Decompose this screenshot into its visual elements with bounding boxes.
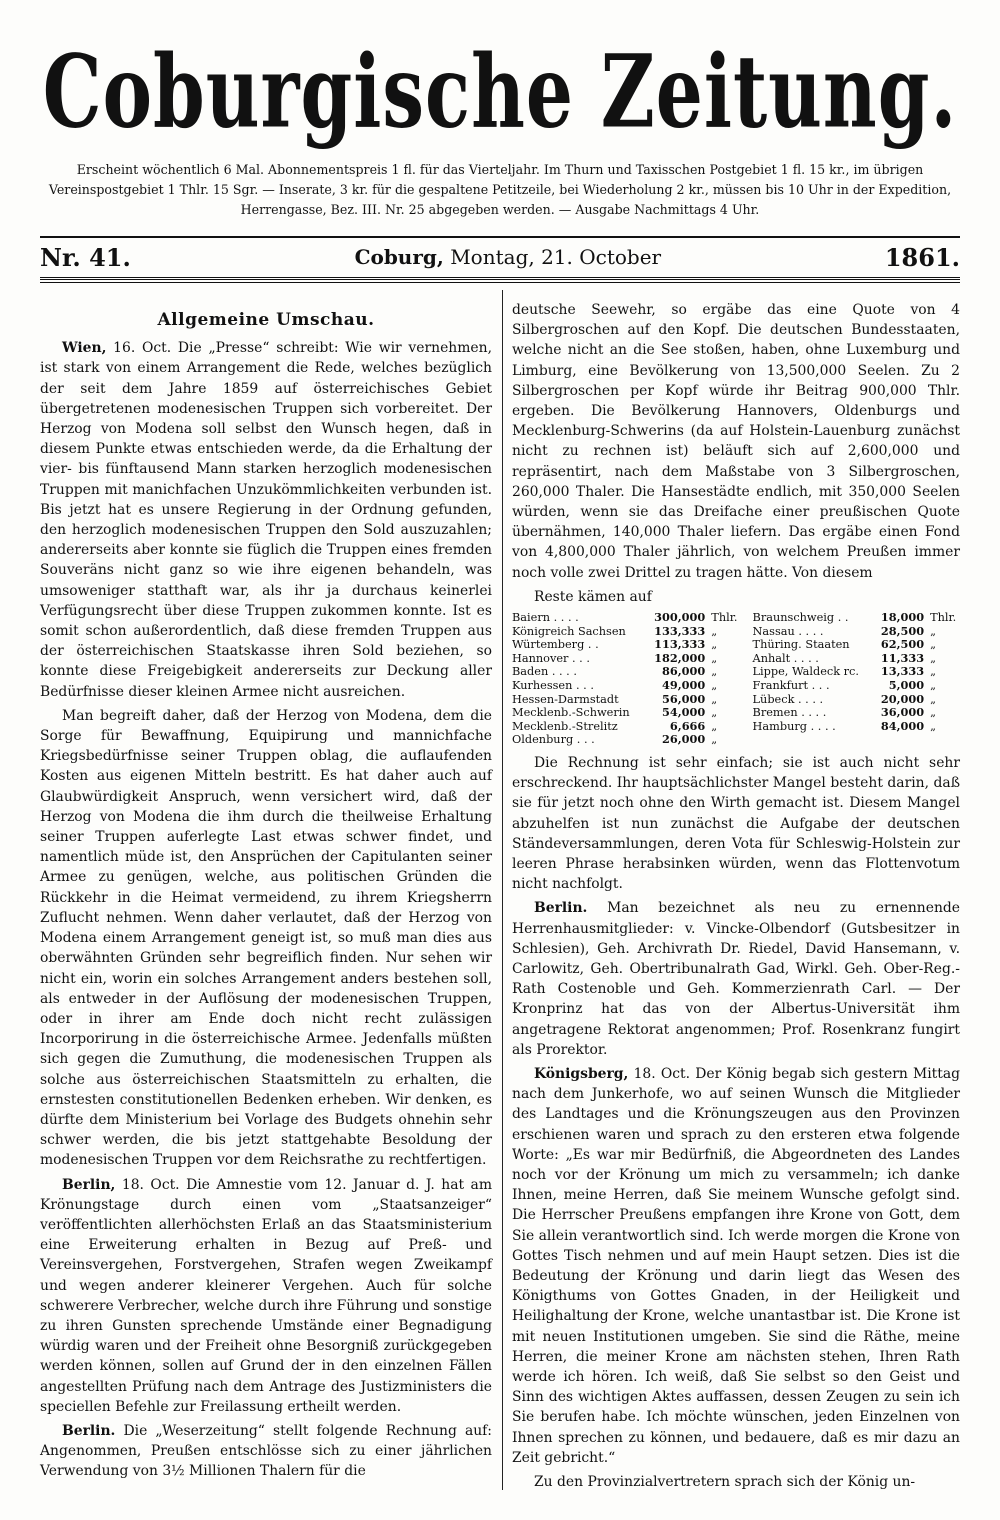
- quota-cell: „: [930, 651, 936, 665]
- quota-cell: Lübeck . . . .: [752, 692, 824, 706]
- article-text: Man bezeichnet als neu zu ernennende Herrenhausmitglieder: v. Vincke-Olbendorf (Gutsbesitzer in Schlesien), Geh. Archivrath Dr. Riedel, David Hansemann, v. Carlowitz, Geh. Obertribunalrath Gad, Wirkl. Geh. Ober-Reg.-Rath Costenoble und Geh. Kommerzienrath Carl. — Der Kronprinz hat das von der Albertus-Universität ihm angetragene Rektorat angenommen; Prof. Rosenkranz fungirt als Prorektor.: [512, 900, 960, 1058]
- quota-cell: 300,000: [654, 610, 706, 625]
- quota-cell: Thlr.: [930, 611, 957, 625]
- article-text: 18. Oct. Der König begab sich gestern Mittag nach dem Junkerhofe, wo auf seinen Wunsch die Mitglieder des Landtages und die Krönungszeugen aus den Provinzen erschienen waren und sprach zu den ersteren etwa folgende Worte: „Es war mir Bedürfniß, die Abgeordneten des Landes noch vor der Krönung um mich zu versammeln; ich danke Ihnen, meine Herren, daß Sie meinem Wunsche gefolgt sind. Die Herrscher Preußens empfangen ihre Krone von Gott, dem Sie allein verantwortlich sind. Ich werde morgen die Krone von Gottes Tisch nehmen und auf mein Haupt setzen. Dies ist die Bedeutung der Krönung und darin liegt das Wesen des Königthums von Gottes Gnaden, in der Heiligkeit und Heilighaltung der Krone, welche unantastbar ist. Die Krone ist mit neuen Institutionen umgeben. Sie sind die Räthe, meine Herren, die meiner Krone am nächsten stehen, Ihren Rath werde ich hören. Ich weiß, daß Sie selbst so den Geist und Sinn des wichtigen Aktes auffassen, dessen Zeugen zu sein ich Sie berufen habe. Ich möchte wünschen, jeden Einzelnen von Ihnen sprechen zu können, und bedauere, daß es mir dazu an Zeit gebricht.“: [512, 1066, 960, 1466]
- quota-cell: Königreich Sachsen: [512, 624, 626, 638]
- quota-row: [512, 693, 960, 707]
- quota-cell: 49,000: [662, 678, 706, 693]
- quota-cell: 84,000: [880, 718, 925, 733]
- quota-cell: 6,666: [669, 718, 706, 733]
- quota-cell: Nassau . . . .: [752, 624, 824, 638]
- section-heading: Allgemeine Umschau.: [157, 310, 375, 330]
- article-text: 18. Oct. Die Amnestie vom 12. Januar d. J. hat am Krönungstage durch einen vom „Staatsanzeiger“ veröffentlichten allerhöchsten Erlaß an das Staatsministerium eine Erweiterung erhalten in Bezug auf Preß- und Vereinsvergehen, Forstvergehen, Strafen wegen Zweikampf und wegen anderer kleinerer Vergehen. Auch für solche schwerere Verbrecher, welche durch ihre Führung und sonstige zu ihren Gunsten sprechende Umstände einer Begnadigung würdig waren und der Freiheit ohne Besorgniß zurückgegeben werden können, sollen auf Grund der in den einzelnen Fällen angestellten Prüfung nach dem Antrage des Justizministers die speciellen Befehle zur Freilassung ertheilt werden.: [40, 1176, 492, 1415]
- quota-cell: 20,000: [880, 691, 925, 706]
- quota-cell: 5,000: [888, 678, 925, 693]
- quota-cell: 62,500: [880, 637, 925, 652]
- quota-cell: „: [711, 624, 718, 638]
- article-place: Berlin.: [534, 900, 588, 917]
- quota-cell: „: [930, 624, 936, 638]
- quota-cell: 26,000: [662, 732, 706, 747]
- quota-cell: 113,333: [654, 637, 706, 652]
- quota-cell: 133,333: [654, 623, 706, 638]
- quota-row: [512, 733, 960, 747]
- quota-cell: 18,000: [880, 610, 925, 625]
- place-name: Coburg,: [354, 245, 444, 269]
- quota-cell: [930, 733, 960, 747]
- quota-cell: „: [930, 679, 936, 693]
- article-berlin-herrenhaus: [512, 898, 960, 1060]
- quota-row: [512, 706, 960, 720]
- issue-year: 1861.: [884, 242, 960, 272]
- quota-cell: 13,333: [880, 664, 925, 679]
- quota-cell: Oldenburg . . .: [512, 733, 595, 747]
- column-divider: [502, 290, 503, 1490]
- quota-cell: „: [711, 651, 718, 665]
- quota-cell: Hessen-Darmstadt: [512, 692, 619, 706]
- quota-cell: Frankfurt . . .: [752, 679, 830, 693]
- newspaper-title: Coburgische Zeitung.: [42, 34, 958, 151]
- quota-cell: Hamburg . . . .: [752, 719, 836, 733]
- quota-cell: [753, 733, 874, 747]
- quota-cell: „: [711, 733, 718, 747]
- quota-cell: 11,333: [880, 650, 925, 665]
- quota-cell: 56,000: [662, 691, 706, 706]
- quota-row: [512, 665, 960, 679]
- issue-number: Nr. 41.: [40, 242, 131, 272]
- quota-cell: Baden . . . .: [512, 665, 577, 679]
- subscription-info: Erscheint wöchentlich 6 Mal. Abonnementspreis 1 fl. für das Vierteljahr. Im Thurn und Taxisschen Postgebiet 1 fl. 15 kr., im übrigen Vereinspostgebiet 1 Thlr. 15 Sgr. — Inserate, 3 kr. für die gespaltene Petitzeile, bei Wiederholung 2 kr., müssen bis 10 Uhr in der Expedition, Herrengasse, Bez. III. Nr. 25 abgegeben werden. — Ausgabe Nachmittags 4 Uhr.: [48, 162, 952, 217]
- quota-cell: Thüring. Staaten: [752, 638, 850, 652]
- article-place: Königsberg,: [534, 1066, 629, 1083]
- article-berlin-amnesty: [40, 1175, 492, 1417]
- issue-date: Montag, 21. October: [450, 245, 662, 269]
- article-place: Berlin,: [62, 1176, 116, 1193]
- quota-cell: Kurhessen . . .: [512, 679, 594, 693]
- quota-cell: Braunschweig . .: [752, 611, 849, 625]
- quota-cell: „: [930, 638, 936, 652]
- article-berlin-weser: [40, 1421, 492, 1482]
- article-koenigsberg-cont: Zu den Provinzialvertretern sprach sich der König un-: [534, 1474, 916, 1491]
- quota-table: [512, 611, 960, 747]
- article-place: Wien,: [62, 340, 107, 357]
- article-koenigsberg: [512, 1064, 960, 1468]
- date-place: [355, 245, 662, 269]
- article-navy-cont: deutsche Seewehr, so ergäbe das eine Quote von 4 Silbergroschen auf den Kopf. Die deutschen Bundesstaaten, welche nicht an die See stoßen, haben, ohne Luxemburg und Limburg, eine Bevölkerung von 13,500,000 Seelen. Zu 2 Silbergroschen per Kopf würde ihr Beitrag 900,000 Thlr. ergeben. Die Bevölkerung Hannovers, Oldenburgs und Mecklenburg-Schwerins (da auf Holstein-Lauenburg zunächst nicht zu rechnen ist) beläuft sich auf 2,600,000 und repräsentirt, nach dem Maßstabe von 3 Silbergroschen, 260,000 Thaler. Die Hansestädte endlich, mit 350,000 Seelen würden, wenn sie das Dreifache einer preußischen Quote übernähmen, 140,000 Thaler liefern. Das ergäbe einen Fond von 4,800,000 Thaler jährlich, von welchem Preußen immer noch volle zwei Drittel zu tragen hätte. Von diesem: [512, 302, 960, 581]
- quota-cell: Lippe, Waldeck rc.: [752, 665, 859, 679]
- article-navy-conclusion: Die Rechnung ist sehr einfach; sie ist auch nicht sehr erschreckend. Ihr hauptsächlichster Mangel besteht darin, daß sie für jetzt noch ohne den Wirth gemacht ist. Diesem Mangel abzuhelfen ist nun zunächst die Aufgabe der deutschen Ständeversammlungen, deren Vota für Schleswig-Holstein zur leeren Phrase herabsinken würden, wenn das Flottenvotum nicht nachfolgt.: [512, 754, 960, 893]
- quota-cell: „: [711, 679, 718, 693]
- quota-cell: „: [711, 665, 718, 679]
- quota-cell: 86,000: [662, 664, 706, 679]
- article-text: 16. Oct. Die „Presse“ schreibt: Wie wir vernehmen, ist stark von einem Arrangement die Rede, welches bezüglich der seit dem Jahre 1859 auf österreichisches Gebiet übergetretenen modenesischen Truppen sich vorbereitet. Der Herzog von Modena soll selbst den Wunsch hegen, daß in diesem Punkte etwas entschieden werde, da die Erhaltung der vier- bis fünftausend Mann starken herzoglich modenesischen Truppen mit manichfachen Unzukömmlichkeiten verbunden ist. Bis jetzt hat es unsere Regierung in der Ordnung gefunden, den herzoglich modenesischen Truppen den Sold auszuzahlen; andererseits aber konnte sie füglich die Truppen eines fremden Souveräns nicht ganz so wie ihre eigenen behandeln, was umsoweniger statthaft war, als ihr ja durchaus keinerlei Verfügungsrecht über diese Truppen zukommen konnte. Ist es somit schon außerordentlich, daß diese fremden Truppen aus der österreichischen Staatskasse ihren Sold beziehen, so konnte diese Freigebigkeit andererseits zur Deckung aller Bedürfnisse dieser kleinen Armee nicht ausreichen.: [40, 340, 492, 700]
- rule-bottom: [40, 277, 960, 283]
- quota-cell: 54,000: [662, 705, 706, 720]
- quota-cell: 36,000: [880, 705, 925, 720]
- quota-cell: Mecklenb.-Schwerin: [512, 706, 630, 720]
- quota-cell: „: [930, 665, 936, 679]
- quota-row: [512, 652, 960, 666]
- quota-cell: „: [711, 638, 718, 652]
- quota-row: [512, 720, 960, 734]
- quota-cell: „: [711, 692, 718, 706]
- article-text: Die „Weserzeitung“ stellt folgende Rechnung auf: Angenommen, Preußen entschlösse sich zu einer jährlichen Verwendung von 3½ Millionen Thalern für die: [40, 1422, 492, 1480]
- quota-cell: „: [711, 719, 718, 733]
- rule-top: [40, 236, 960, 238]
- quota-cell: Würtemberg . .: [512, 638, 599, 652]
- article-place: Berlin.: [62, 1422, 116, 1439]
- dateline: [40, 242, 960, 272]
- quota-row: [512, 679, 960, 693]
- quota-row: [512, 625, 960, 639]
- quota-cell: „: [711, 706, 718, 720]
- quota-cell: Hannover . . .: [512, 651, 590, 665]
- masthead: [0, 28, 1000, 151]
- article-vienna-cont: Man begreift daher, daß der Herzog von Modena, dem die Sorge für Bewaffnung, Equipirung und mannichfache Kriegsbedürfnisse seiner Truppen oblag, die auflaufenden Kosten aus eigenen Mitteln bestritt. Es hat daher auch auf Glaubwürdigkeit Anspruch, wenn versichert wird, daß der Herzog von Modena die ihm durch die theilweise Erhaltung seiner Truppen auferlegte Last etwas schwer findet, und namentlich müde ist, den Ansprüchen der Capitulanten seiner Armee zu genügen, welche, aus politischen Gründen die Rückkehr in die Heimat vermeidend, zu ihrem Kriegsherrn Zuflucht nehmen. Wenn daher verlautet, daß der Herzog von Modena einem Arrangement geneigt ist, so muß man dies aus oberwähnten Gründen sehr begreiflich finden. Nur sehen wir nicht ein, worin ein solches Arrangement anders bestehen soll, als entweder in der Auflösung der modenesischen Truppen, oder in ihrer am Ende doch nicht recht zulässigen Incorporirung in die österreichische Armee. Jedenfalls müßten sich gegen die Zumuthung, die modenesischen Truppen als solche aus österreichischen Staatsmitteln zu erhalten, die ernstesten constitutionellen Bedenken erheben. Wir denken, es dürfte dem Ministerium bei Vorlage des Budgets ohnehin sehr schwer werden, die bis jetzt stattgehabte Besoldung der modenesischen Truppen vor dem Reichsrathe zu rechtfertigen.: [40, 707, 492, 1169]
- quota-cell: Baiern . . . .: [512, 611, 579, 625]
- quota-cell: Mecklenb.-Strelitz: [512, 719, 618, 733]
- quota-cell: Anhalt . . . .: [752, 651, 819, 665]
- article-vienna: [40, 338, 492, 702]
- quota-intro: Reste kämen auf: [534, 588, 652, 605]
- quota-cell: „: [930, 719, 936, 733]
- quota-cell: 182,000: [654, 650, 706, 665]
- left-column: [40, 300, 492, 1486]
- quota-row: [512, 638, 960, 652]
- quota-row: [512, 611, 960, 625]
- quota-cell: „: [930, 706, 936, 720]
- right-column: [512, 300, 960, 1496]
- quota-cell: „: [930, 692, 936, 706]
- quota-cell: [874, 733, 930, 747]
- quota-cell: Bremen . . . .: [752, 706, 827, 720]
- quota-cell: Thlr.: [711, 611, 738, 625]
- quota-cell: 28,500: [880, 623, 925, 638]
